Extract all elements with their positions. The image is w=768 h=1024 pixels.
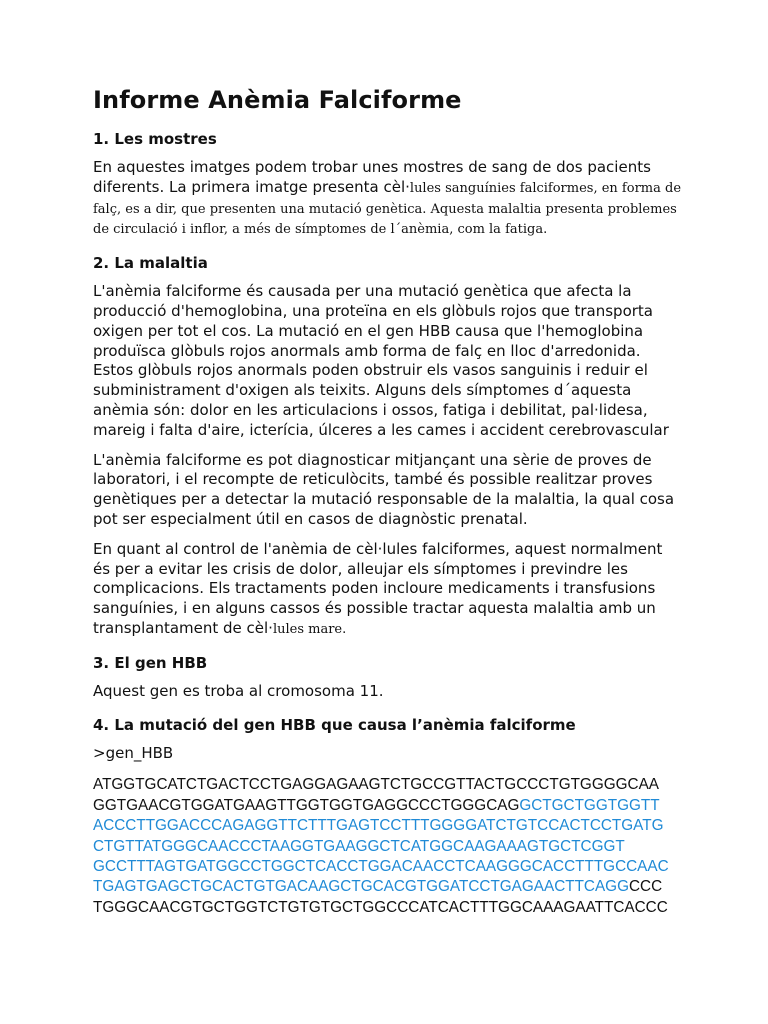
paragraph-malaltia-1: L'anèmia falciforme és causada per una mutació genètica que afecta la producció d'hemoglobina, una proteïna en els glòbuls rojos que transporta oxigen per tot el cos. La mutació en el gen HBB causa que l'hemoglobina produïsca glòbuls rojos anormals amb forma de falç en lloc d'arredonida. Estos glòbuls rojos anormals poden obstruir els vasos sanguinis i reduir el subministrament d'oxigen als teixits. Alguns dels símptomes d´aquesta anèmia són: dolor en les articulacions i ossos, fatiga i debilitat, pal·lidesa, mareig i falta d'aire, icterícia, úlceres a les cames i accident cerebrovascular xyxy=(93,282,669,439)
paragraph-gen-hbb: Aquest gen es troba al cromosoma 11. xyxy=(93,681,384,700)
fasta-header: >gen_HBB xyxy=(93,743,174,762)
sequence-line-highlighted: CTGTTATGGGCAACCCTAAGGTGAAGGCTCATGGCAAGAAAGTGCTCGGT xyxy=(93,837,625,855)
sequence-line xyxy=(93,796,683,816)
sequence-line: TGGGCAACGTGCTGGTCTGTGTGCTGGCCCATCACTTTGGCAAAGAATTCACCC xyxy=(93,898,668,916)
sequence-line-highlighted: GCCTTTAGTGATGGCCTGGCTCACCTGGACAACCTCAAGGGCACCTTTGCCAAC xyxy=(93,857,669,875)
paragraph-malaltia-3 xyxy=(93,540,683,640)
document-page xyxy=(93,86,683,918)
sequence-line: ATGGTGCATCTGACTCCTGAGGAGAAGTCTGCCGTTACTGCCCTGTGGGGCAA xyxy=(93,776,659,794)
section-heading-mostres: 1. Les mostres xyxy=(93,130,217,148)
sequence-segment: GGTGAACGTGGATGAAGTTGGTGGTGAGGCCCTGGGCAG xyxy=(93,796,520,814)
paragraph-malaltia-2: L'anèmia falciforme es pot diagnosticar mitjançant una sèrie de proves de laboratori, i el recompte de reticulòcits, també és possible realitzar proves genètiques per a detectar la mutació responsable de la malaltia, la qual cosa pot ser especialment útil en casos de diagnòstic prenatal. xyxy=(93,450,675,528)
sequence-line xyxy=(93,877,683,897)
paragraph-mostres-part2: lules sanguínies falciformes, en forma de falç, es a dir, que presenten una mutació genètica. Aquesta malaltia presenta problemes de circulació i inflor, a més de símptomes de l´anèmia, com la fatiga. xyxy=(93,180,682,238)
paragraph-malaltia-3-part1: En quant al control de l'anèmia de cèl·lules falciformes, aquest normalment és per a evitar les crisis de dolor, alleujar els símptomes i previndre les complicacions. Els tractaments poden incloure medicaments i transfusions sanguínies, i en alguns cassos és possible tractar aquesta malaltia amb un transplantament de cèl· xyxy=(93,539,663,637)
document-title: Informe Anèmia Falciforme xyxy=(93,86,462,114)
section-heading-mutacio: 4. La mutació del gen HBB que causa l’anèmia falciforme xyxy=(93,715,576,734)
paragraph-malaltia-3-part2: lules mare. xyxy=(272,621,347,637)
dna-sequence xyxy=(93,775,683,918)
sequence-segment-highlighted: TGAGTGAGCTGCACTGTGACAAGCTGCACGTGGATCCTGAGAACTTCAGG xyxy=(93,878,629,896)
sequence-segment-highlighted: GCTGCTGGTGGTT xyxy=(519,796,660,814)
sequence-line-highlighted: ACCCTTGGACCCAGAGGTTCTTTGAGTCCTTTGGGGATCTGTCCACTCCTGATG xyxy=(93,817,664,835)
section-heading-gen-hbb: 3. El gen HBB xyxy=(93,653,208,672)
section-heading-malaltia: 2. La malaltia xyxy=(93,254,208,273)
paragraph-mostres-part1: En aquestes imatges podem trobar unes mostres de sang de dos pacients diferents. La primera imatge presenta cèl· xyxy=(93,158,651,196)
sequence-segment: CCC xyxy=(628,878,663,896)
paragraph-mostres xyxy=(93,158,683,240)
